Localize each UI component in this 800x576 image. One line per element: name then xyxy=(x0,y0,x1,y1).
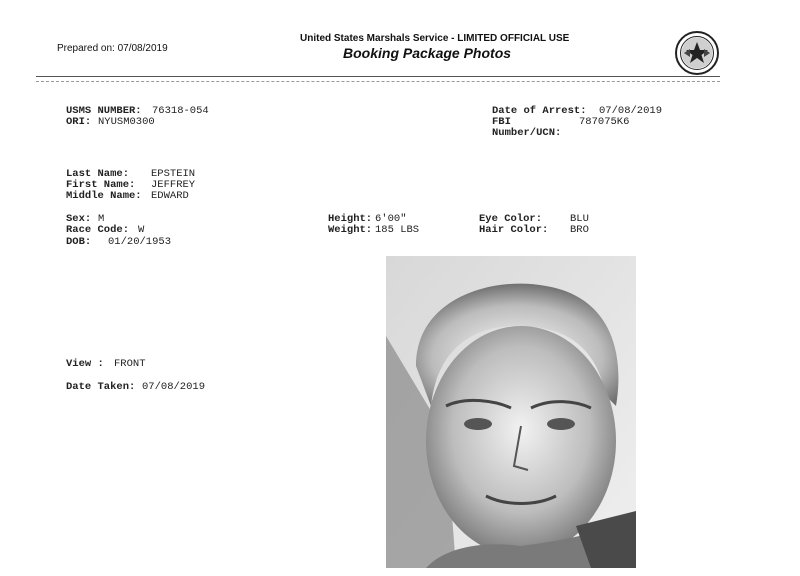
eye-color-value: BLU xyxy=(570,213,589,225)
header-rule xyxy=(36,76,720,77)
fbi-value: 787075K6 xyxy=(579,116,630,128)
weight-value: 185 LBS xyxy=(375,224,420,236)
page-title: Booking Package Photos xyxy=(343,45,512,61)
view-value: FRONT xyxy=(114,358,146,370)
fbi-label-line2: Number/UCN: xyxy=(492,127,562,139)
date-taken-value: 07/08/2019 xyxy=(142,381,206,393)
arrest-date-label: Date of Arrest: xyxy=(492,105,587,117)
booking-photo xyxy=(386,256,636,568)
sex-value: M xyxy=(98,213,105,225)
hair-color-label: Hair Color: xyxy=(479,224,549,236)
us-marshals-seal-icon xyxy=(674,30,720,76)
usms-label: USMS NUMBER: xyxy=(66,105,142,117)
middle-name-label: Middle Name: xyxy=(66,190,142,202)
usms-value: 76318-054 xyxy=(152,105,209,117)
first-name-value: JEFFREY xyxy=(151,179,196,191)
last-name-value: EPSTEIN xyxy=(151,168,196,180)
view-label: View : xyxy=(66,358,104,370)
prepared-on: Prepared on: 07/08/2019 xyxy=(57,43,168,54)
agency-banner: United States Marshals Service - LIMITED OFFICIAL USE xyxy=(300,33,570,44)
date-taken-label: Date Taken: xyxy=(66,381,136,393)
middle-name-value: EDWARD xyxy=(151,190,189,202)
ori-label: ORI: xyxy=(66,116,92,128)
height-label: Height: xyxy=(328,213,373,225)
header-dashed-rule xyxy=(36,81,720,82)
dob-value: 01/20/1953 xyxy=(108,236,172,248)
eye-color-label: Eye Color: xyxy=(479,213,543,225)
height-value: 6'00" xyxy=(375,213,407,225)
race-code-value: W xyxy=(138,224,145,236)
first-name-label: First Name: xyxy=(66,179,136,191)
dob-label: DOB: xyxy=(66,236,92,248)
fbi-label: FBI xyxy=(492,116,511,128)
sex-label: Sex: xyxy=(66,213,92,225)
ori-value: NYUSM0300 xyxy=(98,116,155,128)
arrest-date-value: 07/08/2019 xyxy=(599,105,663,117)
weight-label: Weight: xyxy=(328,224,373,236)
hair-color-value: BRO xyxy=(570,224,589,236)
race-code-label: Race Code: xyxy=(66,224,130,236)
last-name-label: Last Name: xyxy=(66,168,130,180)
